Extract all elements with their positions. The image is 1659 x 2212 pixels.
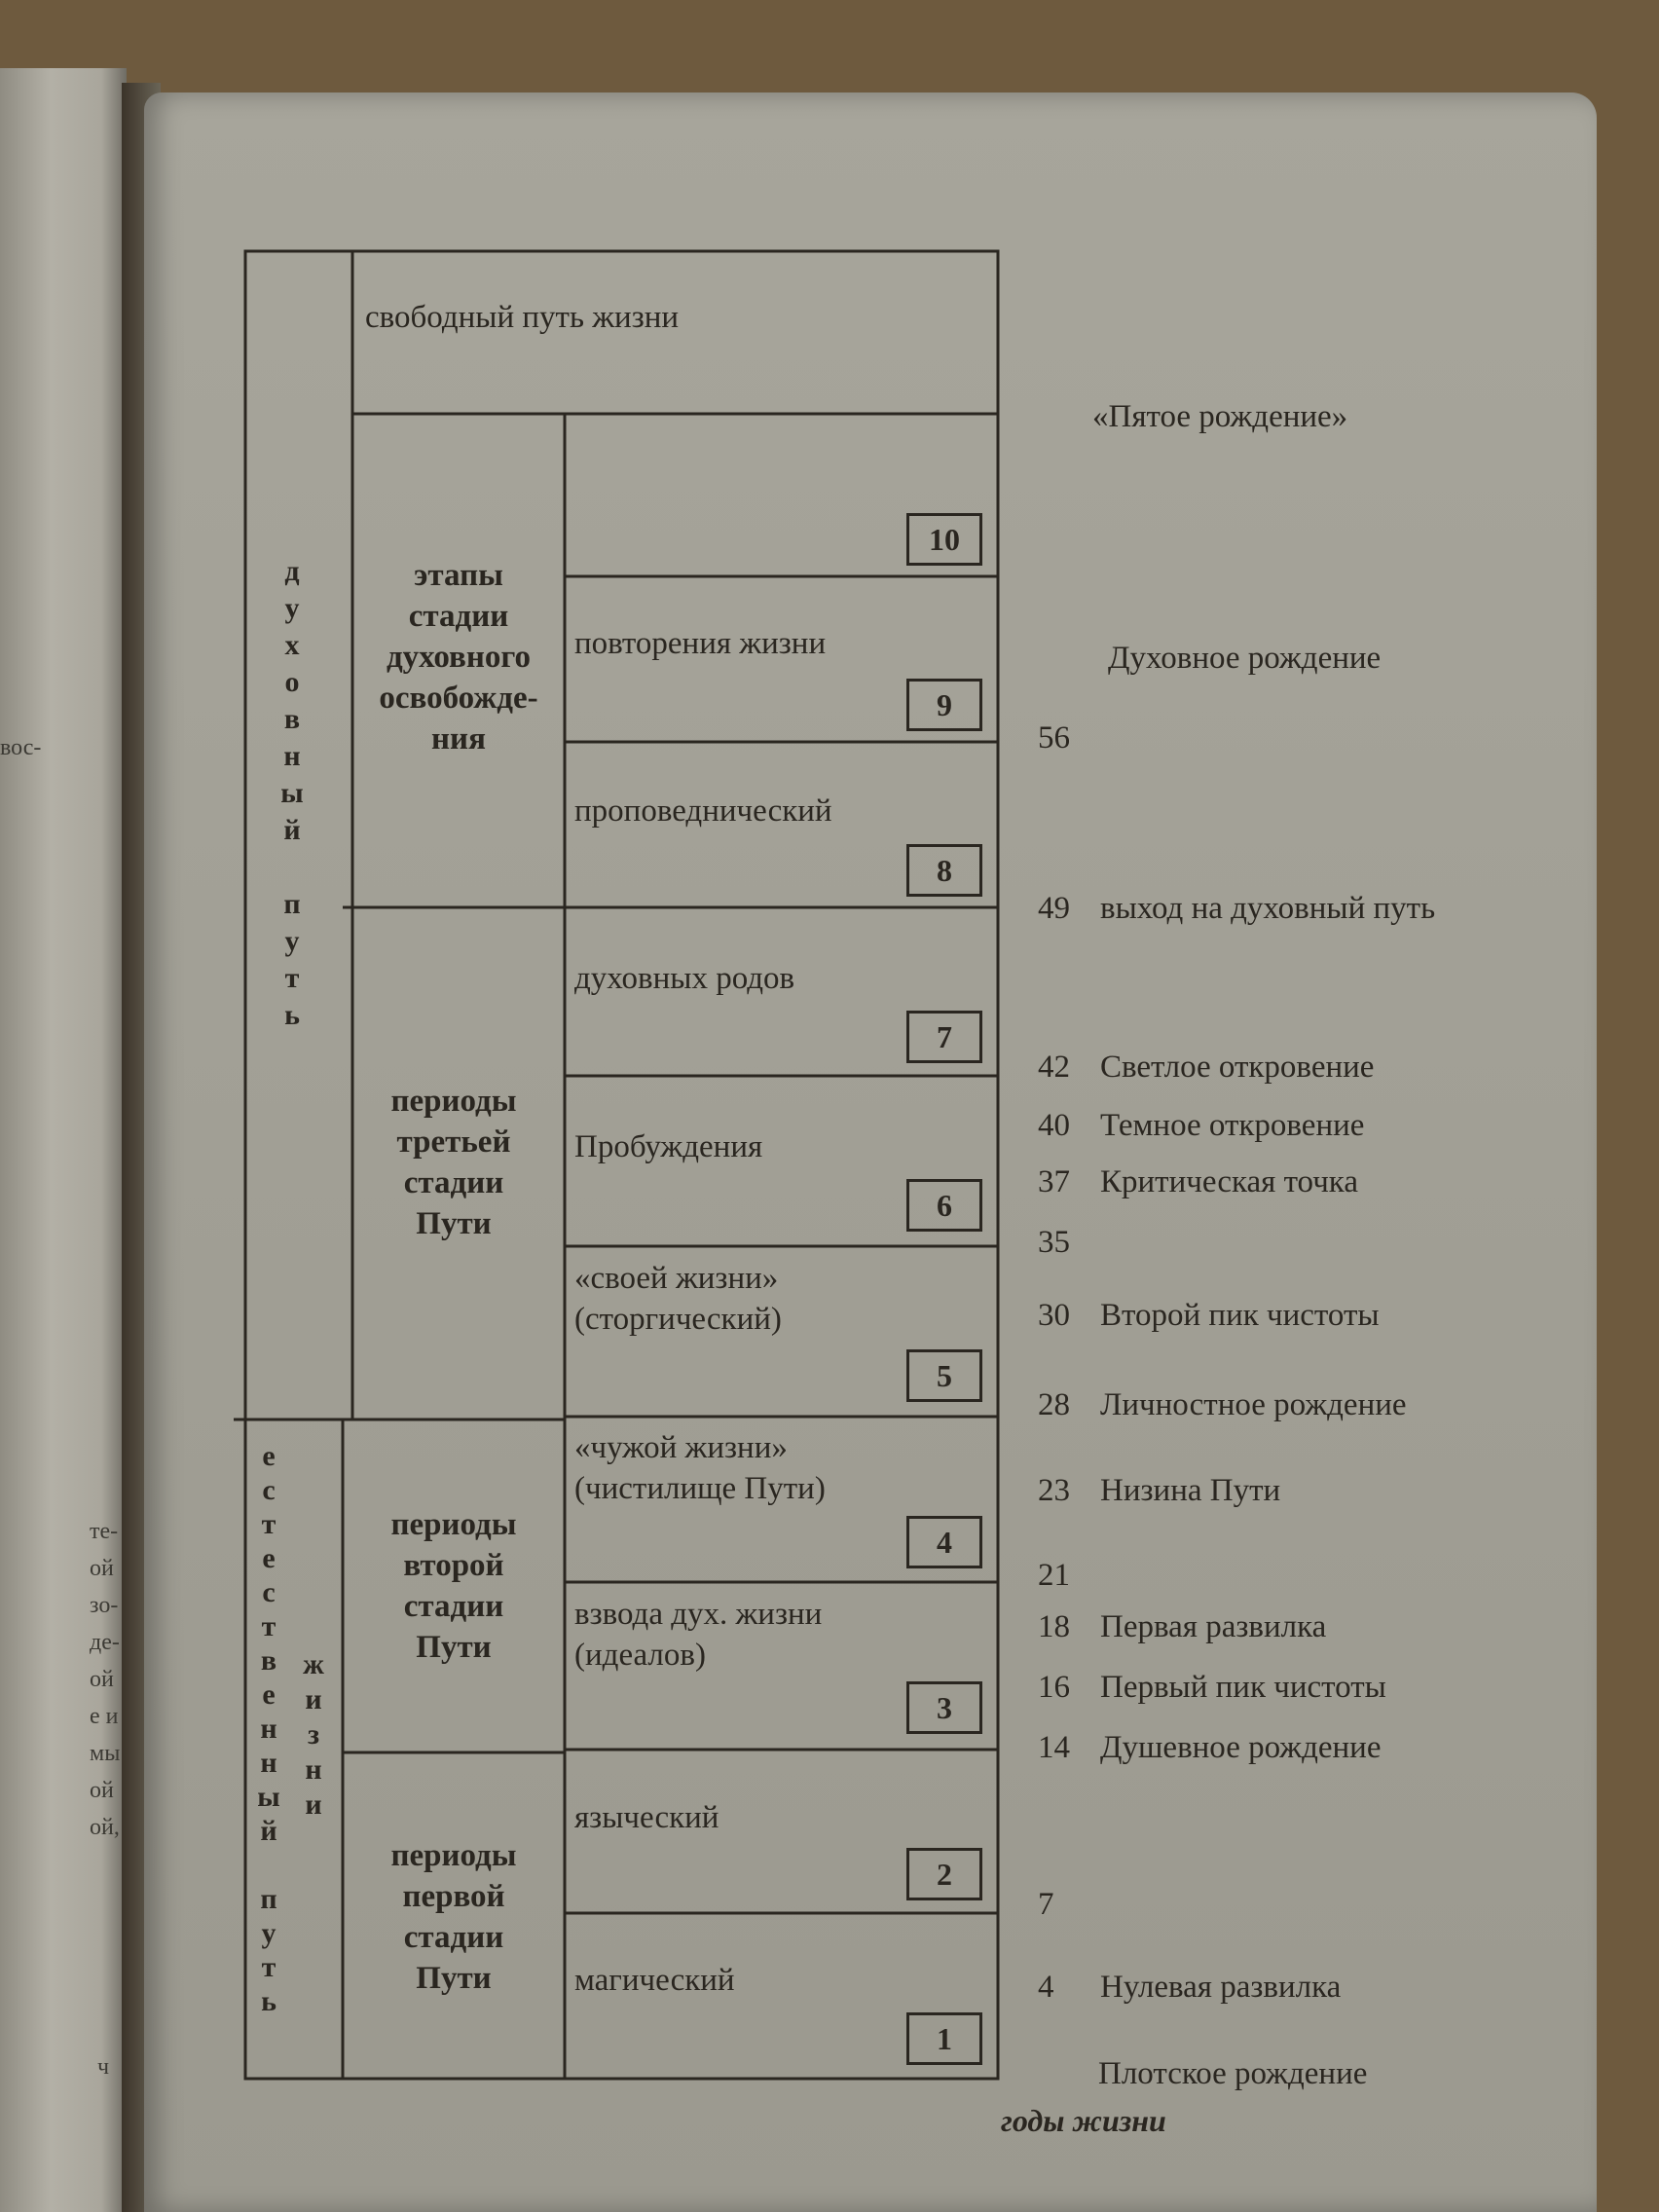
period-6-label: Пробуждения <box>574 1129 763 1164</box>
age-value: 49 <box>1038 891 1070 926</box>
timeline-row <box>1038 891 1435 927</box>
milestone-label: Темное откровение <box>1100 1108 1365 1143</box>
timeline-row <box>1038 1225 1100 1261</box>
timeline-row <box>1038 1050 1374 1086</box>
timeline-row <box>1038 1970 1341 2006</box>
period-number-box: 6 <box>906 1179 982 1232</box>
timeline-row <box>1038 1730 1382 1766</box>
group-label-first-stage: периоды первой стадии Пути <box>390 1838 517 1996</box>
spiritual-path-vertical-label: д у х о в н ы й п у т ь <box>280 555 304 1031</box>
period-3-label: взвода дух. жизни (идеалов) <box>574 1597 823 1673</box>
timeline-row <box>1038 1887 1100 1923</box>
milestone-physical-birth: Плотское рождение <box>1098 2056 1368 2091</box>
timeline-row <box>1038 1473 1280 1509</box>
period-9-label: повторения жизни <box>574 626 827 661</box>
timeline-row <box>1038 1298 1380 1334</box>
milestone-label: Личностное рождение <box>1100 1387 1407 1422</box>
period-number-box: 7 <box>906 1011 982 1063</box>
age-value: 35 <box>1038 1225 1070 1260</box>
left-page-fragment: ой <box>90 1778 114 1803</box>
age-value: 37 <box>1038 1164 1070 1199</box>
left-page-fragment: ой <box>90 1667 114 1692</box>
age-value: 21 <box>1038 1558 1070 1593</box>
milestone-label: Душевное рождение <box>1100 1730 1382 1765</box>
left-page-fragment: ой <box>90 1556 114 1581</box>
milestone-label: Первая развилка <box>1100 1609 1327 1644</box>
age-value: 18 <box>1038 1609 1070 1644</box>
period-number-box: 10 <box>906 513 982 566</box>
timeline-row <box>1038 1558 1100 1594</box>
age-value: 7 <box>1038 1887 1054 1922</box>
left-page-fragment: ой, <box>90 1815 120 1840</box>
milestone-label: Нулевая развилка <box>1100 1970 1342 2005</box>
age-value: 56 <box>1038 720 1070 756</box>
milestone-label: Критическая точка <box>1100 1164 1358 1199</box>
free-life-path-label: свободный путь жизни <box>365 300 680 335</box>
age-value: 30 <box>1038 1298 1070 1333</box>
milestone-label: Второй пик чистоты <box>1100 1298 1380 1333</box>
left-page-fragment: ч <box>97 2054 110 2080</box>
period-number-box: 5 <box>906 1349 982 1402</box>
left-page-fragment: зо- <box>90 1593 119 1618</box>
timeline-row <box>1038 1670 1386 1706</box>
left-page-fragment: те- <box>90 1519 119 1544</box>
timeline-row <box>1038 1387 1407 1423</box>
timeline-row <box>1038 1609 1326 1645</box>
milestone-label: Светлое откровение <box>1100 1050 1375 1085</box>
age-value: 42 <box>1038 1050 1070 1085</box>
timeline-row <box>1038 1164 1358 1200</box>
period-2-label: языческий <box>574 1800 719 1835</box>
period-number-box: 1 <box>906 2012 982 2065</box>
milestone-label: Первый пик чистоты <box>1100 1670 1386 1705</box>
group-label-second-stage: периоды второй стадии Пути <box>390 1507 517 1665</box>
milestone-spiritual-birth: Духовное рождение <box>1108 641 1382 676</box>
age-value: 40 <box>1038 1108 1070 1143</box>
milestone-label: выход на духовный путь <box>1100 891 1436 926</box>
milestone-fifth-birth: «Пятое рождение» <box>1092 399 1348 434</box>
years-of-life-label: годы жизни <box>1001 2103 1166 2138</box>
period-1-label: магический <box>574 1963 735 1998</box>
period-number-box: 3 <box>906 1681 982 1734</box>
left-page-fragment: де- <box>90 1630 120 1655</box>
left-page-fragment: вос- <box>0 735 42 760</box>
age-value: 28 <box>1038 1387 1070 1422</box>
age-value: 16 <box>1038 1670 1070 1705</box>
life-vertical-label: ж и з н и <box>303 1648 324 1821</box>
natural-path-vertical-label: е с т е с т в е н н ы й п у т ь <box>257 1440 280 2017</box>
period-4-label: «чужой жизни» (чистилище Пути) <box>574 1430 826 1506</box>
period-7-label: духовных родов <box>574 961 795 996</box>
timeline-row <box>1038 720 1100 756</box>
age-value: 23 <box>1038 1473 1070 1508</box>
group-label-third-stage: периоды третьей стадии Пути <box>390 1084 517 1241</box>
period-number-box: 9 <box>906 679 982 731</box>
period-5-label: «своей жизни» (сторгический) <box>574 1261 782 1337</box>
milestone-label: Низина Пути <box>1100 1473 1281 1508</box>
period-8-label: проповеднический <box>574 793 832 829</box>
timeline-row <box>1038 1108 1364 1144</box>
age-value: 14 <box>1038 1730 1070 1765</box>
left-page-fragment: мы <box>90 1741 121 1766</box>
group-label-spiritual-liberation: этапы стадии духовного освобожде- ния <box>379 558 538 756</box>
period-number-box: 2 <box>906 1848 982 1900</box>
period-number-box: 8 <box>906 844 982 897</box>
age-value: 4 <box>1038 1970 1054 2005</box>
period-number-box: 4 <box>906 1516 982 1568</box>
left-page-fragment: е и <box>90 1704 119 1729</box>
